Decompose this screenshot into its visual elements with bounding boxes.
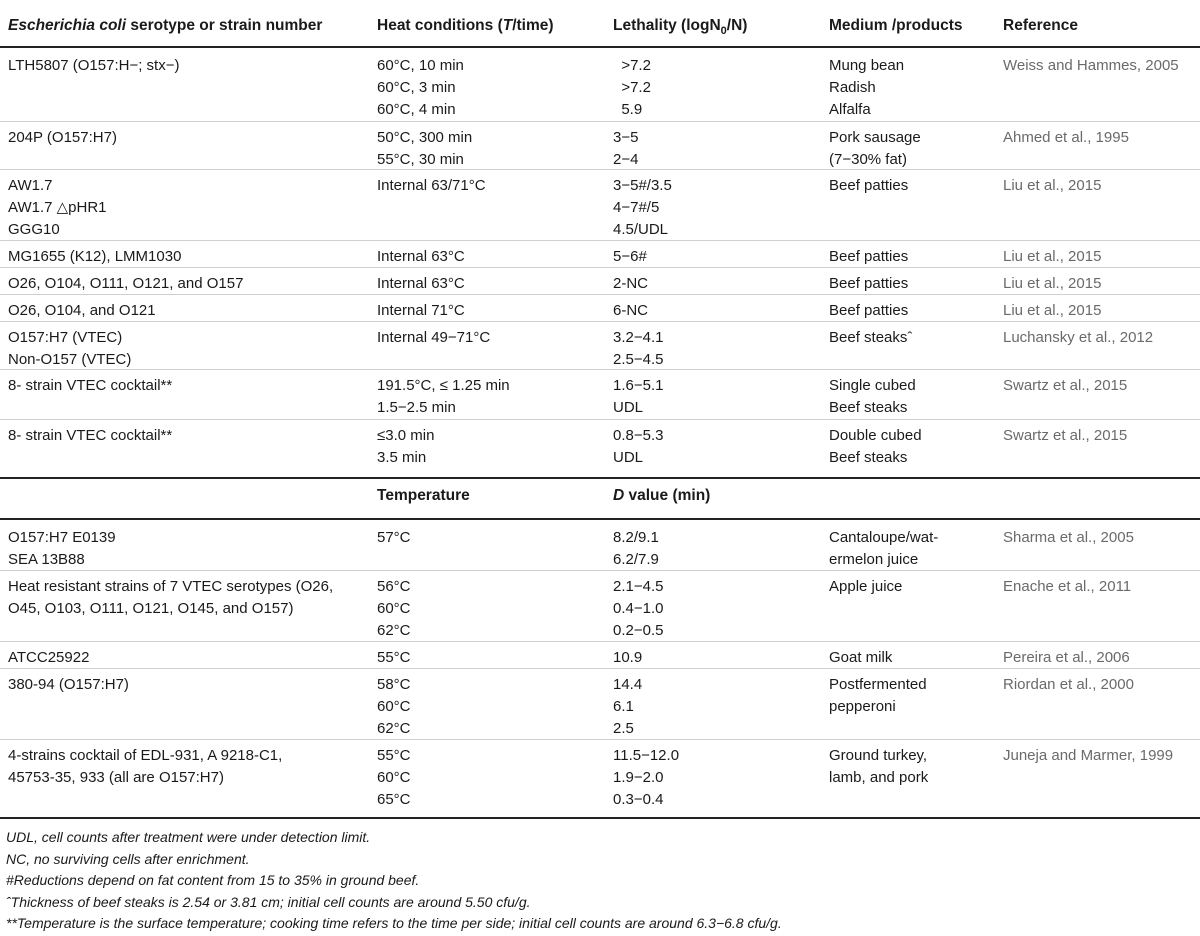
- header-reference: Reference: [1003, 17, 1078, 34]
- cell-reference: Riordan et al., 2000: [1003, 676, 1134, 693]
- heat-line: 60°C: [377, 600, 411, 617]
- cell-heat: [377, 527, 411, 549]
- row-divider: [0, 121, 1200, 122]
- cell-medium: [829, 647, 892, 669]
- leth-line: 2-NC: [613, 275, 649, 292]
- leth-line: 2−4: [613, 151, 639, 168]
- heat-line: 3.5 min: [377, 449, 427, 466]
- heat-line: 65°C: [377, 791, 411, 808]
- subheader-temperature: Temperature: [377, 487, 470, 504]
- leth-line: 3−5#/3.5: [613, 177, 672, 194]
- cell-heat: [377, 745, 411, 811]
- cell-strain: [8, 745, 282, 789]
- heat-line: 60°C: [377, 698, 411, 715]
- leth-line: 0.8−5.3: [613, 427, 664, 444]
- cell-heat: [377, 425, 434, 469]
- cell-strain: [8, 175, 107, 241]
- leth-line: 6-NC: [613, 302, 649, 319]
- cell-leth: [613, 246, 647, 268]
- heat-line: 58°C: [377, 676, 411, 693]
- header-strain-rest: serotype or strain number: [126, 17, 323, 34]
- heat-line: 57°C: [377, 529, 411, 546]
- cell-strain: [8, 647, 89, 669]
- leth-line: 10.9: [613, 649, 643, 666]
- header-heat-b: /time): [512, 17, 554, 34]
- cell-reference: Luchansky et al., 2012: [1003, 329, 1154, 346]
- leth-line: >7.2: [613, 79, 651, 96]
- row-divider: [0, 419, 1200, 420]
- cell-reference: Liu et al., 2015: [1003, 177, 1102, 194]
- cell-medium: [829, 273, 908, 295]
- cell-heat: [377, 647, 411, 669]
- cell-heat: [377, 327, 490, 349]
- cell-medium: [829, 375, 916, 419]
- leth-line: 3.2−4.1: [613, 329, 664, 346]
- section-rule: [0, 477, 1200, 479]
- bottom-rule: [0, 817, 1200, 819]
- medium-line: Beef steaks: [829, 449, 908, 466]
- medium-line: Double cubed: [829, 427, 922, 444]
- cell-leth: [613, 300, 648, 322]
- cell-leth: [613, 375, 663, 419]
- strain-line: ATCC25922: [8, 649, 90, 666]
- cell-strain: [8, 375, 172, 397]
- heat-line: 55°C, 30 min: [377, 151, 464, 168]
- cell-strain: [8, 300, 156, 322]
- cell-medium: [829, 425, 922, 469]
- cell-leth: [613, 175, 672, 241]
- medium-line: Ground turkey,: [829, 747, 928, 764]
- leth-line: 3−5: [613, 129, 639, 146]
- medium-line: Beef patties: [829, 177, 909, 194]
- medium-line: Beef patties: [829, 302, 909, 319]
- row-divider: [0, 267, 1200, 268]
- cell-medium: [829, 246, 908, 268]
- strain-line: 8- strain VTEC cocktail**: [8, 377, 173, 394]
- heat-line: 191.5°C, ≤ 1.25 min: [377, 377, 510, 394]
- cell-strain: [8, 55, 179, 77]
- cell-medium: [829, 300, 908, 322]
- cell-leth: [613, 745, 679, 811]
- leth-line: 0.4−1.0: [613, 600, 664, 617]
- row-divider: [0, 641, 1200, 642]
- strain-line: LTH5807 (O157:H−; stx−): [8, 57, 180, 74]
- leth-line: UDL: [613, 399, 644, 416]
- heat-line: ≤3.0 min: [377, 427, 435, 444]
- strain-line: GGG10: [8, 221, 60, 238]
- heat-line: 62°C: [377, 720, 411, 737]
- header-strain: [8, 15, 322, 37]
- header-leth-b: /N): [726, 17, 748, 34]
- cell-leth: [613, 647, 642, 669]
- heat-line: 60°C, 4 min: [377, 101, 456, 118]
- cell-heat: [377, 273, 465, 295]
- cell-heat: [377, 300, 465, 322]
- strain-line: Non-O157 (VTEC): [8, 351, 132, 368]
- cell-medium: [829, 527, 938, 571]
- header-medium: Medium /products: [829, 17, 963, 34]
- cell-reference: Ahmed et al., 1995: [1003, 129, 1129, 146]
- medium-line: (7−30% fat): [829, 151, 907, 168]
- leth-line: >7.2: [613, 57, 651, 74]
- cell-leth: [613, 327, 663, 371]
- leth-line: 14.4: [613, 676, 643, 693]
- strain-line: 8- strain VTEC cocktail**: [8, 427, 173, 444]
- cell-heat: [377, 246, 465, 268]
- medium-line: Beef steaks: [829, 399, 908, 416]
- medium-line: Beef steaksˆ: [829, 329, 913, 346]
- heat-line: 55°C: [377, 747, 411, 764]
- cell-reference: Weiss and Hammes, 2005: [1003, 57, 1179, 74]
- cell-medium: [829, 127, 921, 171]
- medium-line: Beef patties: [829, 248, 909, 265]
- heat-line: Internal 63°C: [377, 275, 465, 292]
- medium-line: Goat milk: [829, 649, 893, 666]
- strain-line: O157:H7 E0139: [8, 529, 116, 546]
- heat-line: 62°C: [377, 622, 411, 639]
- cell-heat: [377, 55, 464, 121]
- cell-leth: [613, 55, 651, 121]
- subheader-dvalue-rest: value (min): [624, 487, 711, 504]
- header-heat-a: Heat conditions (: [377, 17, 503, 34]
- cell-medium: [829, 576, 902, 598]
- cell-reference: Swartz et al., 2015: [1003, 377, 1128, 394]
- heat-line: 50°C, 300 min: [377, 129, 473, 146]
- cell-medium: [829, 745, 928, 789]
- leth-line: 2.5−4.5: [613, 351, 664, 368]
- leth-line: 0.3−0.4: [613, 791, 664, 808]
- subheader-dvalue-italic: D: [613, 487, 625, 504]
- cell-reference: Sharma et al., 2005: [1003, 529, 1134, 546]
- leth-line: 11.5−12.0: [613, 747, 680, 764]
- row-divider: [0, 240, 1200, 241]
- medium-line: Mung bean: [829, 57, 905, 74]
- cell-heat: [377, 127, 472, 171]
- medium-line: Alfalfa: [829, 101, 871, 118]
- medium-line: Radish: [829, 79, 876, 96]
- heat-line: 1.5−2.5 min: [377, 399, 456, 416]
- header-rule: [0, 46, 1200, 48]
- heat-line: Internal 63°C: [377, 248, 465, 265]
- cell-heat: [377, 674, 411, 740]
- leth-line: 2.1−4.5: [613, 578, 664, 595]
- cell-heat: [377, 576, 411, 642]
- cell-medium: [829, 55, 904, 121]
- cell-strain: [8, 273, 243, 295]
- cell-reference: Liu et al., 2015: [1003, 302, 1102, 319]
- footnote: ˆThickness of beef steaks is 2.54 or 3.81 cm; initial cell counts are around 5.50 cfu/g.: [6, 893, 531, 910]
- cell-strain: [8, 127, 117, 149]
- cell-strain: [8, 425, 172, 447]
- heat-line: 56°C: [377, 578, 411, 595]
- medium-line: Cantaloupe/wat-: [829, 529, 939, 546]
- row-divider: [0, 570, 1200, 571]
- row-divider: [0, 169, 1200, 170]
- heat-line: 60°C, 3 min: [377, 79, 456, 96]
- cell-reference: Enache et al., 2011: [1003, 578, 1132, 595]
- cell-leth: [613, 425, 663, 469]
- medium-line: pepperoni: [829, 698, 896, 715]
- heat-line: 55°C: [377, 649, 411, 666]
- cell-strain: [8, 674, 129, 696]
- row-divider: [0, 668, 1200, 669]
- row-divider: [0, 369, 1200, 370]
- cell-reference: Juneja and Marmer, 1999: [1003, 747, 1174, 764]
- leth-line: 1.6−5.1: [613, 377, 664, 394]
- header-heat: [377, 15, 554, 37]
- header-leth-sub: 0: [720, 25, 727, 37]
- footnote: NC, no surviving cells after enrichment.: [6, 850, 250, 867]
- cell-reference: Swartz et al., 2015: [1003, 427, 1128, 444]
- leth-line: 0.2−0.5: [613, 622, 664, 639]
- heat-line: Internal 63/71°C: [377, 177, 486, 194]
- leth-line: 5.9: [613, 101, 643, 118]
- cell-leth: [613, 273, 648, 295]
- leth-line: 6.1: [613, 698, 634, 715]
- cell-reference: Liu et al., 2015: [1003, 248, 1102, 265]
- strain-line: O26, O104, and O121: [8, 302, 156, 319]
- cell-medium: [829, 674, 927, 718]
- leth-line: 8.2/9.1: [613, 529, 659, 546]
- cell-medium: [829, 175, 908, 197]
- cell-heat: [377, 175, 486, 197]
- strain-line: AW1.7 △pHR1: [8, 199, 107, 216]
- leth-line: 2.5: [613, 720, 634, 737]
- cell-reference: Liu et al., 2015: [1003, 275, 1102, 292]
- medium-line: ermelon juice: [829, 551, 919, 568]
- row-divider: [0, 294, 1200, 295]
- row-divider: [0, 739, 1200, 740]
- strain-line: O26, O104, O111, O121, and O157: [8, 275, 244, 292]
- medium-line: Postfermented: [829, 676, 927, 693]
- medium-line: lamb, and pork: [829, 769, 929, 786]
- strain-line: 4-strains cocktail of EDL-931, A 9218-C1,: [8, 747, 283, 764]
- cell-strain: [8, 246, 181, 268]
- leth-line: 4.5/UDL: [613, 221, 669, 238]
- medium-line: Single cubed: [829, 377, 916, 394]
- footnote: #Reductions depend on fat content from 15 to 35% in ground beef.: [6, 872, 420, 888]
- medium-line: Apple juice: [829, 578, 903, 595]
- strain-line: MG1655 (K12), LMM1030: [8, 248, 182, 265]
- row-divider: [0, 321, 1200, 322]
- cell-leth: [613, 127, 638, 171]
- footnote: UDL, cell counts after treatment were under detection limit.: [6, 829, 371, 845]
- cell-leth: [613, 674, 642, 740]
- strain-line: AW1.7: [8, 177, 53, 194]
- leth-line: 4−7#/5: [613, 199, 660, 216]
- strain-line: O157:H7 (VTEC): [8, 329, 123, 346]
- cell-reference: Pereira et al., 2006: [1003, 649, 1130, 666]
- heat-line: 60°C: [377, 769, 411, 786]
- medium-line: Pork sausage: [829, 129, 921, 146]
- cell-strain: [8, 527, 116, 571]
- cell-leth: [613, 576, 663, 642]
- cell-strain: [8, 576, 333, 620]
- strain-line: 380-94 (O157:H7): [8, 676, 129, 693]
- subheader-rule: [0, 518, 1200, 520]
- strain-line: O45, O103, O111, O121, O145, and O157): [8, 600, 294, 617]
- leth-line: 5−6#: [613, 248, 647, 265]
- medium-line: Beef patties: [829, 275, 909, 292]
- header-heat-T: T: [502, 17, 513, 34]
- leth-line: 1.9−2.0: [613, 769, 664, 786]
- cell-heat: [377, 375, 510, 419]
- leth-line: 6.2/7.9: [613, 551, 659, 568]
- subheader-dvalue: [613, 485, 710, 507]
- strain-line: Heat resistant strains of 7 VTEC serotypes (O26,: [8, 578, 334, 595]
- cell-strain: [8, 327, 131, 371]
- strain-line: 204P (O157:H7): [8, 129, 117, 146]
- header-leth-a: Lethality (logN: [613, 17, 721, 34]
- strain-line: SEA 13B88: [8, 551, 85, 568]
- cell-leth: [613, 527, 659, 571]
- heat-line: Internal 49−71°C: [377, 329, 491, 346]
- cell-medium: [829, 327, 912, 349]
- header-lethality: [613, 15, 747, 38]
- header-strain-italic: Escherichia coli: [8, 17, 127, 34]
- leth-line: UDL: [613, 449, 644, 466]
- footnote: **Temperature is the surface temperature; cooking time refers to the time per side; initial cell counts are around 6.3−6.8 cfu/g.: [6, 915, 782, 931]
- strain-line: 45753-35, 933 (all are O157:H7): [8, 769, 224, 786]
- heat-line: 60°C, 10 min: [377, 57, 464, 74]
- heat-line: Internal 71°C: [377, 302, 465, 319]
